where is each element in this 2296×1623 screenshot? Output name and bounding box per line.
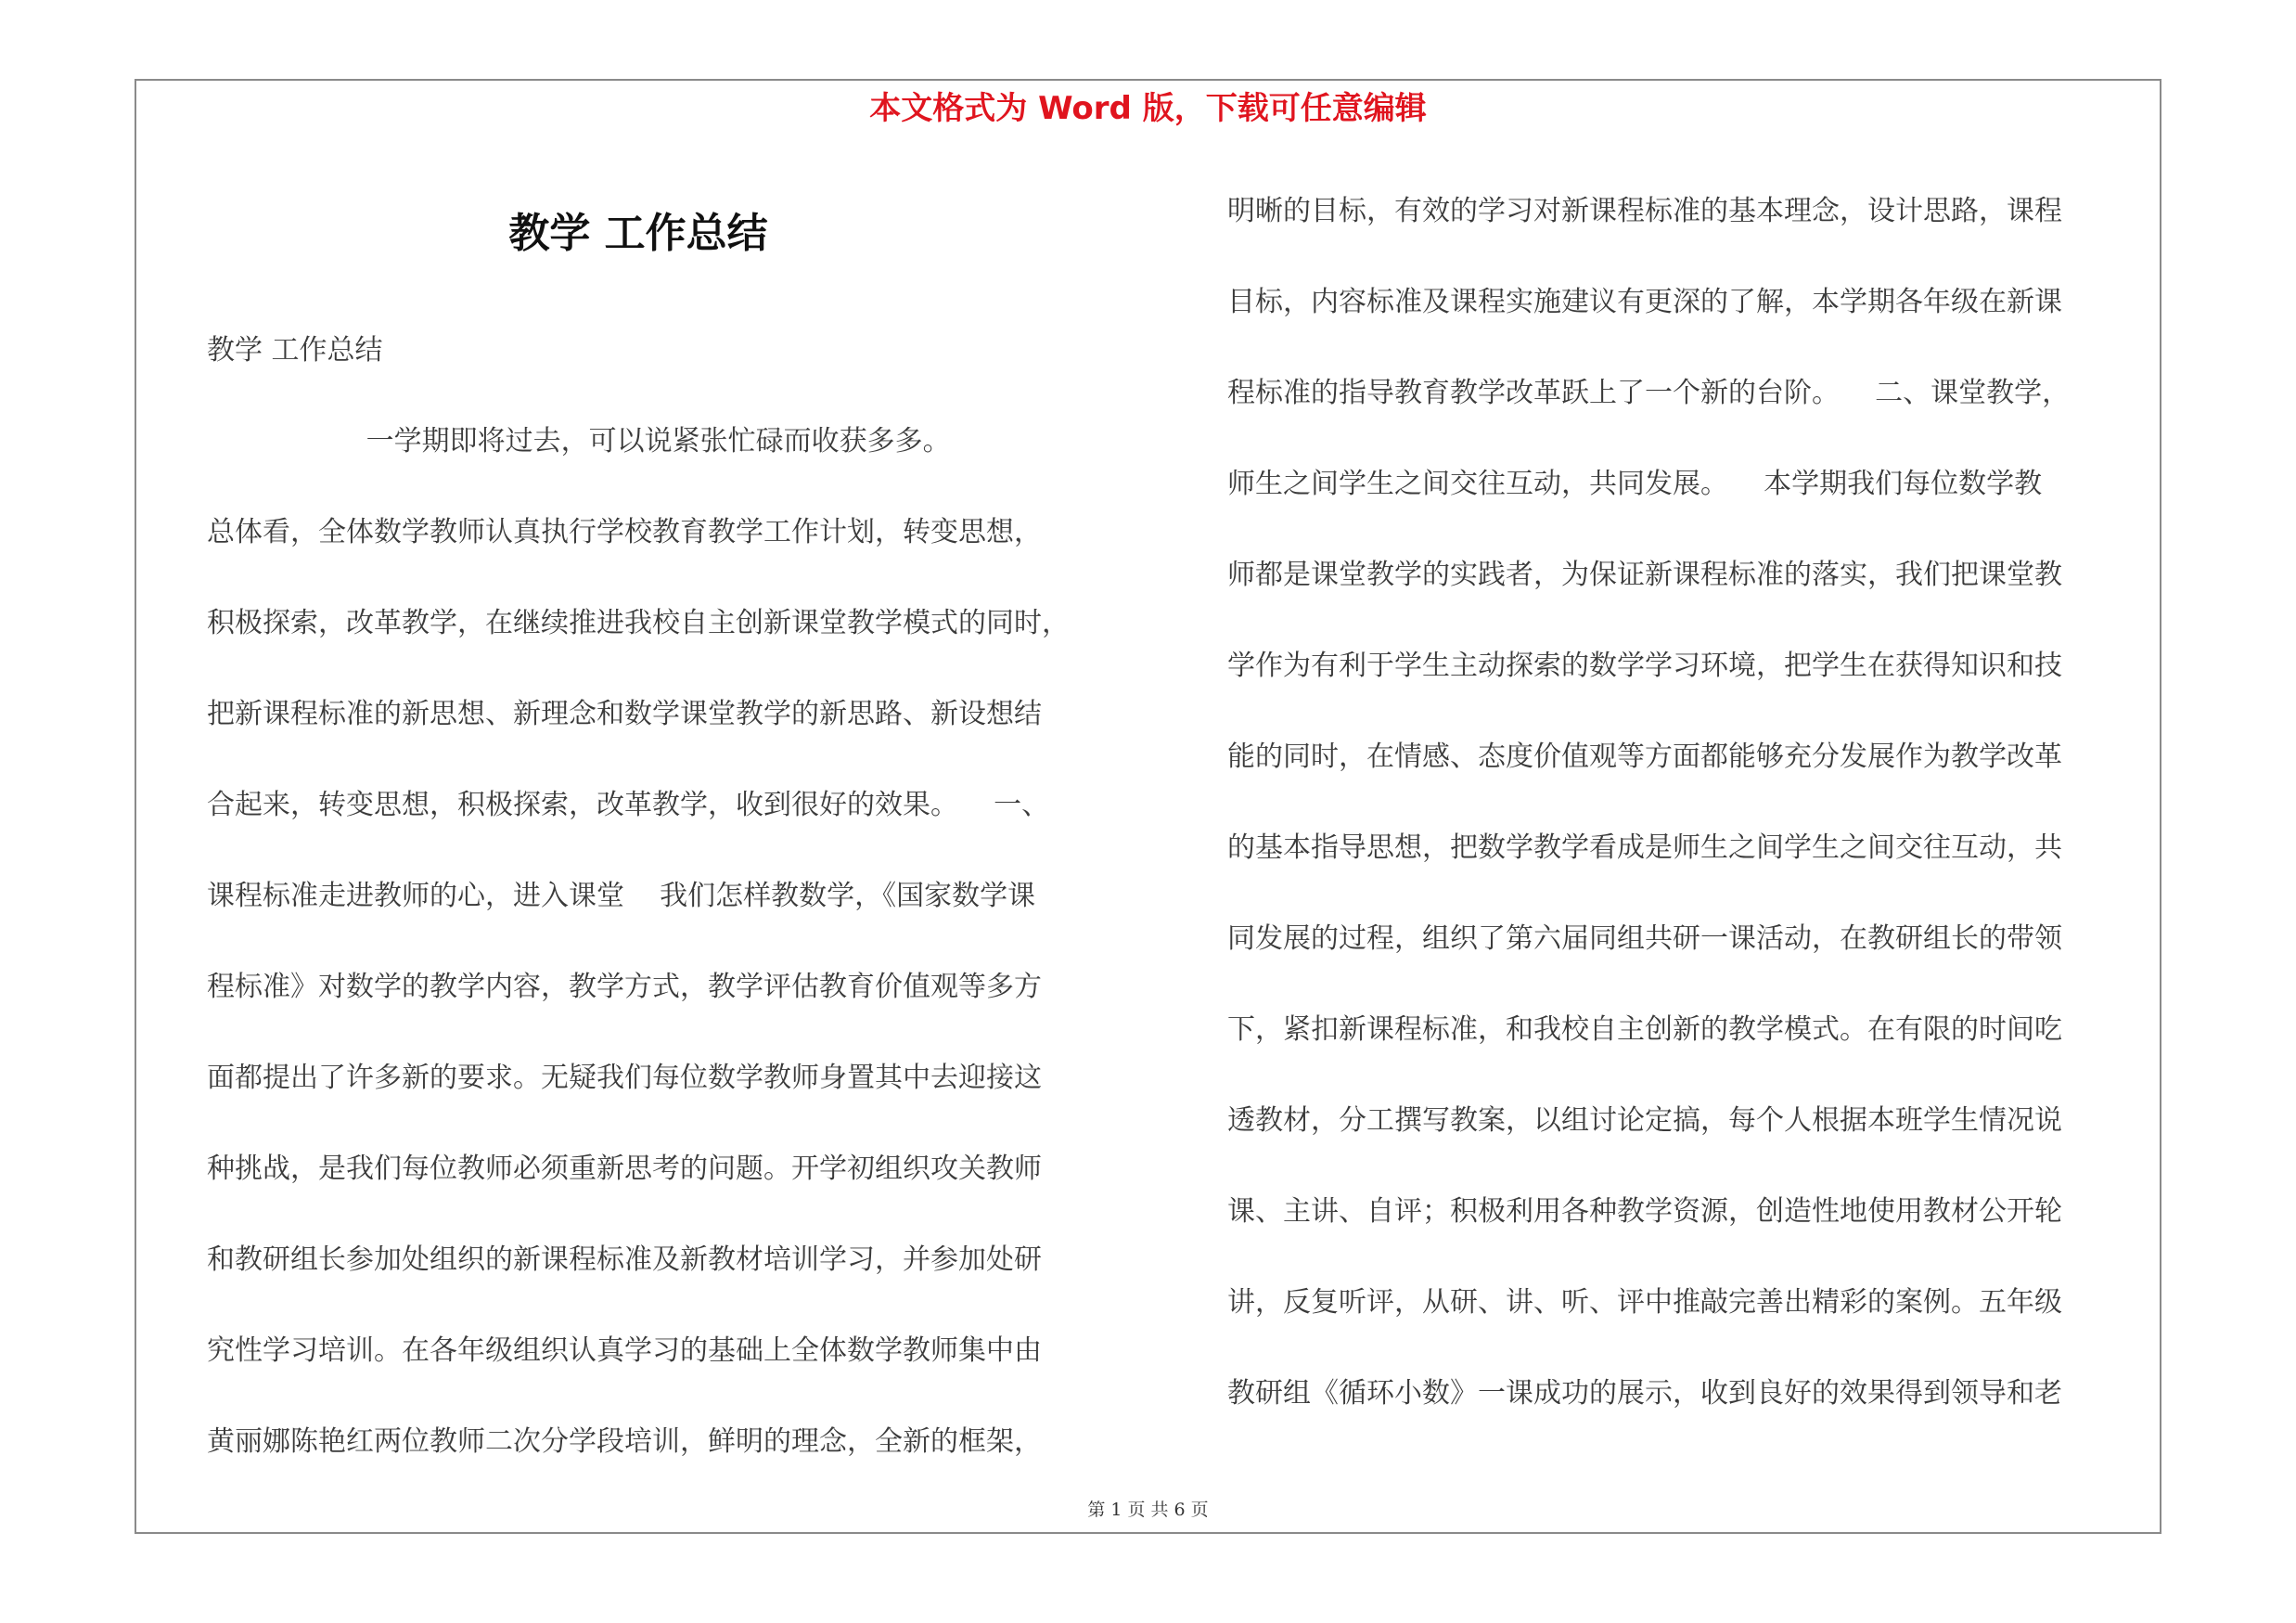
paragraph-line: 教研组《循环小数》一课成功的展示，收到良好的效果得到领导和老 — [1227, 1377, 2062, 1410]
paragraph-line: 课、主讲、自评；积极利用各种教学资源，创造性地使用教材公开轮 — [1227, 1195, 2062, 1228]
paragraph-line: 程标准的指导教育教学改革跃上了一个新的台阶。 二、课堂教学， — [1227, 377, 2071, 409]
paragraph-line: 的基本指导思想，把数学教学看成是师生之间学生之间交往互动，共 — [1227, 831, 2062, 864]
paragraph-line: 总体看，全体数学教师认真执行学校教育教学工作计划，转变思想， — [207, 516, 1042, 548]
left-column — [207, 323, 1144, 1505]
paragraph-line: 能的同时，在情感、态度价值观等方面都能够充分发展作为教学改革 — [1227, 741, 2062, 773]
paragraph-line: 讲，反复听评，从研、讲、听、评中推敲完善出精彩的案例。五年级 — [1227, 1286, 2062, 1319]
paragraph-line: 合起来，转变思想，积极探索，改革教学，收到很好的效果。 一、 — [207, 789, 1050, 821]
paragraph-line: 目标，内容标准及课程实施建议有更深的了解，本学期各年级在新课 — [1227, 286, 2062, 318]
format-banner: 本文格式为 Word 版，下载可任意编辑 — [869, 90, 1427, 127]
paragraph-line: 师都是课堂教学的实践者，为保证新课程标准的落实，我们把课堂教 — [1227, 559, 2062, 591]
paragraph-line: 把新课程标准的新思想、新理念和数学课堂教学的新思路、新设想结 — [207, 698, 1042, 730]
paragraph-line: 课程标准走进教师的心，进入课堂 我们怎样教数学，《国家数学课 — [207, 880, 1036, 912]
paragraph-line: 种挑战，是我们每位教师必须重新思考的问题。开学初组织攻关教师 — [207, 1153, 1042, 1185]
page-number: 第 1 页 共 6 页 — [1087, 1500, 1209, 1520]
paragraph-line: 和教研组长参加处组织的新课程标准及新教材培训学习，并参加处研 — [207, 1243, 1042, 1276]
paragraph-line: 教学 工作总结 — [207, 334, 383, 367]
paragraph-line: 明晰的目标，有效的学习对新课程标准的基本理念，设计思路，课程 — [1227, 195, 2062, 227]
paragraph-line: 一学期即将过去，可以说紧张忙碌而收获多多。 — [207, 425, 951, 457]
right-column — [1227, 184, 2164, 1457]
paragraph-line: 程标准》对数学的教学内容，教学方式，教学评估教育价值观等多方 — [207, 971, 1042, 1003]
paragraph-line: 下，紧扣新课程标准，和我校自主创新的教学模式。在有限的时间吃 — [1227, 1013, 2062, 1046]
document-title: 教学 工作总结 — [508, 210, 768, 257]
paragraph-line: 学作为有利于学生主动探索的数学学习环境，把学生在获得知识和技 — [1227, 650, 2062, 682]
paragraph-line: 黄丽娜陈艳红两位教师二次分学段培训，鲜明的理念，全新的框架， — [207, 1425, 1042, 1458]
paragraph-line: 面都提出了许多新的要求。无疑我们每位数学教师身置其中去迎接这 — [207, 1062, 1042, 1094]
paragraph-line: 积极探索，改革教学，在继续推进我校自主创新课堂教学模式的同时， — [207, 607, 1070, 639]
paragraph-line: 师生之间学生之间交往互动，共同发展。 本学期我们每位数学教 — [1227, 468, 2043, 500]
paragraph-line: 同发展的过程，组织了第六届同组共研一课活动，在教研组长的带领 — [1227, 922, 2062, 955]
paragraph-line: 究性学习培训。在各年级组织认真学习的基础上全体数学教师集中由 — [207, 1334, 1042, 1367]
paragraph-line: 透教材，分工撰写教案，以组讨论定搞，每个人根据本班学生情况说 — [1227, 1104, 2062, 1137]
